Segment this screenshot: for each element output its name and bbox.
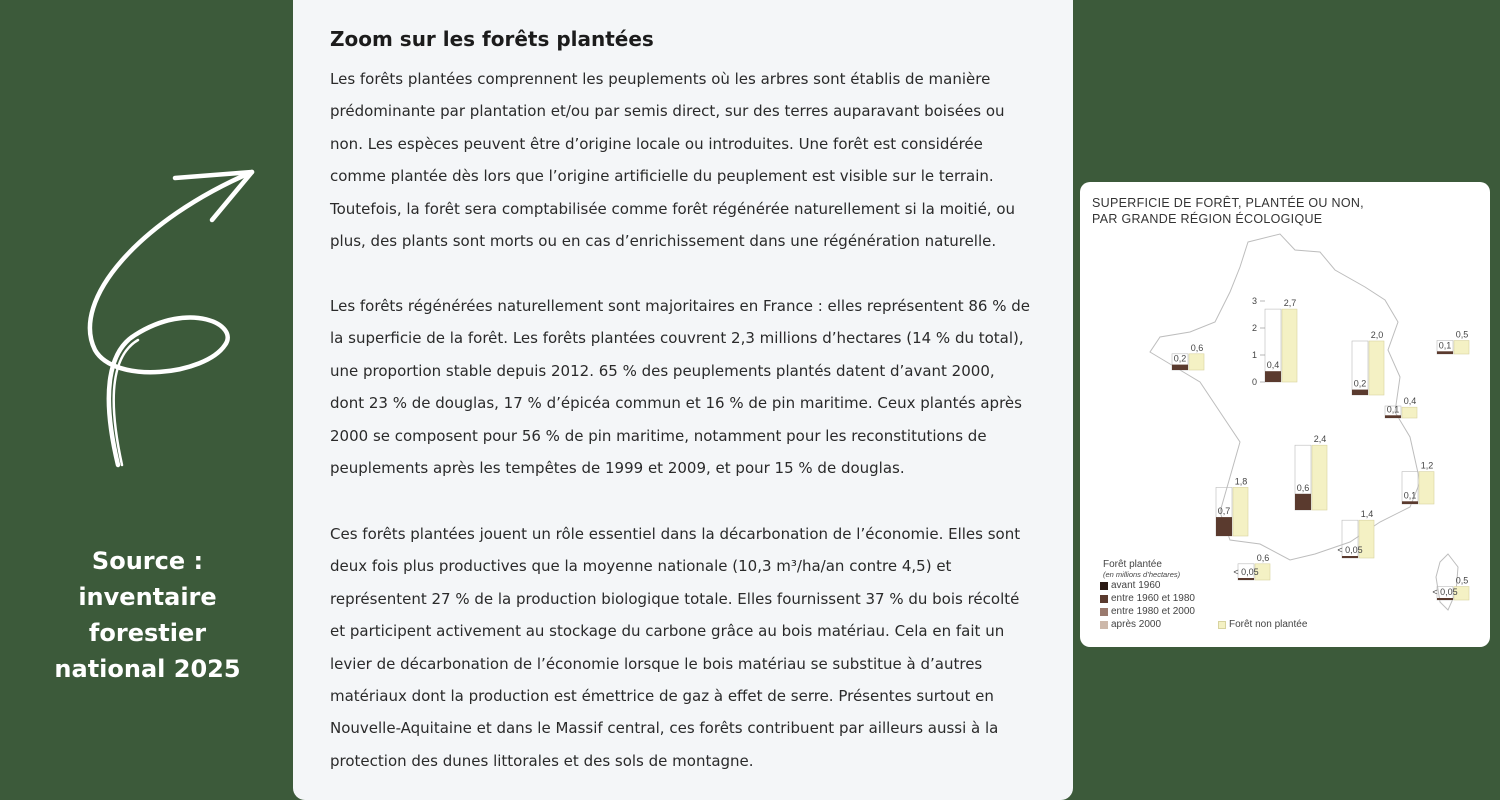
planted-value-label: < 0,05 <box>1337 545 1363 555</box>
non-planted-value-label: 0,6 <box>1190 342 1204 353</box>
non-planted-bar <box>1189 354 1204 370</box>
planted-bar <box>1385 415 1401 418</box>
non-planted-value-label: 1,2 <box>1420 460 1434 471</box>
decorative-arrow-icon <box>40 160 270 480</box>
planted-value-label: 0,1 <box>1438 340 1452 351</box>
forest-map-figure <box>1080 182 1490 647</box>
legend-swatch <box>1100 621 1108 629</box>
planted-bar <box>1172 365 1188 370</box>
planted-value-label: < 0,05 <box>1432 587 1458 597</box>
article-card <box>293 0 1073 800</box>
legend-swatch <box>1100 608 1108 616</box>
legend-item-1960-1980 <box>1100 593 1195 604</box>
y-tick-label: 2 <box>1251 323 1257 333</box>
planted-value-label: 0,1 <box>1386 404 1400 415</box>
non-planted-value-label: 0,4 <box>1403 396 1417 407</box>
planted-value-label: 0,1 <box>1403 490 1417 501</box>
planted-bar <box>1352 390 1368 395</box>
legend-item-after-2000 <box>1100 619 1161 630</box>
legend-item-1980-2000 <box>1100 606 1195 617</box>
planted-value-label: 0,6 <box>1296 482 1310 493</box>
source-label: Source : inventaire forestier national 2025 <box>54 547 241 683</box>
y-tick-label: 1 <box>1251 350 1257 360</box>
non-planted-value-label: 1,8 <box>1234 476 1248 487</box>
figure-title: SUPERFICIE DE FORÊT, PLANTÉE OU NON, PAR GRANDE RÉGION ÉCOLOGIQUE <box>1092 196 1364 226</box>
planted-bar <box>1295 494 1311 510</box>
planted-value-label: 0,7 <box>1217 506 1231 517</box>
legend-item-non-planted <box>1218 619 1307 630</box>
planted-value-label: 0,2 <box>1173 353 1187 364</box>
article-paragraph-1: Les forêts plantées comprennent les peuplements où les arbres sont établis de manière prédominante par plantation et/ou par semis direct, sur des terres auparavant boisées ou non. Les espèces peuvent être d’origine locale ou introduites. Une forêt est considérée comme plantée dès lors que l’origine artificielle du peuplement est visible sur le terrain. Toutefois, la forêt sera comptabilisée comme forêt régénérée naturellement si la moitié, ou plus, des plants sont morts ou en cas d’enrichissement dans une régénération naturelle. <box>330 70 1016 251</box>
france-outline <box>1150 234 1420 560</box>
legend <box>1100 559 1480 639</box>
legend-item-before-1960 <box>1100 580 1161 591</box>
non-planted-value-label: 2,4 <box>1313 434 1327 445</box>
non-planted-bar <box>1454 341 1469 355</box>
non-planted-bar <box>1233 487 1248 536</box>
non-planted-bar <box>1369 341 1384 395</box>
planted-bar <box>1216 517 1232 536</box>
legend-swatch <box>1218 621 1226 629</box>
non-planted-value-label: 2,7 <box>1283 298 1297 309</box>
planted-frame <box>1265 309 1281 382</box>
non-planted-bar <box>1282 309 1297 382</box>
planted-bar <box>1265 371 1281 382</box>
legend-label: entre 1960 et 1980 <box>1111 593 1195 604</box>
planted-bar <box>1437 351 1453 354</box>
non-planted-value-label: 0,5 <box>1455 329 1469 340</box>
planted-value-label: 0,2 <box>1353 378 1367 389</box>
non-planted-bar <box>1419 472 1434 504</box>
article-paragraph-2: Les forêts régénérées naturellement sont majoritaires en France : elles représentent 86 % de la superficie de la forêt. Les forêts plantées couvrent 2,3 millions d’hectares (14 % du total), une proportion stable depuis 2012. 65 % des peuplements plantés datent d’avant 2000, dont 23 % de douglas, 17 % d’épicéa commun et 16 % de pin maritime. Ceux plantés après 2000 se composent pour 56 % de pin maritime, notamment pour les reconstitutions de peuplements après les tempêtes de 1999 et 2009, et pour 15 % de douglas. <box>330 297 1030 478</box>
article-title: Zoom sur les forêts plantées <box>330 27 654 51</box>
planted-value-label: < 0,05 <box>1233 567 1259 577</box>
legend-unit: (en millions d’hectares) <box>1103 570 1181 579</box>
non-planted-value-label: 1,4 <box>1360 509 1374 520</box>
legend-label: Forêt non plantée <box>1229 619 1308 630</box>
legend-label: après 2000 <box>1111 619 1162 630</box>
legend-label: avant 1960 <box>1111 580 1161 591</box>
y-tick-label: 0 <box>1251 377 1257 387</box>
article-paragraph-3: Ces forêts plantées jouent un rôle essentiel dans la décarbonation de l’économie. Elles sont deux fois plus productives que la moyenne nationale (10,3 m³/ha/an contre 4,5) et représentent 27 % de la production biologique totale. Elles fournissent 37 % du bois récolté et participent activement au stockage du carbone grâce au bois matériau. Cela en fait un levier de décarbonation de l’économie lorsque le bois matériau se substitue à d’autres matériaux dont la production est émettrice de gaz à effet de serre. Présentes surtout en Nouvelle-Aquitaine et dans le Massif central, ces forêts contribuent par ailleurs aussi à la protection des dunes littorales et des sols de montagne. <box>330 525 1021 770</box>
y-tick-label: 3 <box>1251 296 1257 306</box>
planted-bar <box>1342 556 1358 558</box>
non-planted-value-label: 2,0 <box>1370 330 1384 340</box>
legend-title: Forêt plantée <box>1103 559 1162 570</box>
planted-bar <box>1402 501 1418 504</box>
legend-swatch <box>1100 595 1108 603</box>
legend-swatch <box>1100 582 1108 590</box>
non-planted-bar <box>1402 407 1417 418</box>
non-planted-bar <box>1312 445 1327 510</box>
planted-value-label: 0,4 <box>1266 360 1280 371</box>
non-planted-value-label: 0,6 <box>1256 552 1270 563</box>
legend-label: entre 1980 et 2000 <box>1111 606 1195 617</box>
non-planted-value-label: 0,5 <box>1455 575 1469 586</box>
